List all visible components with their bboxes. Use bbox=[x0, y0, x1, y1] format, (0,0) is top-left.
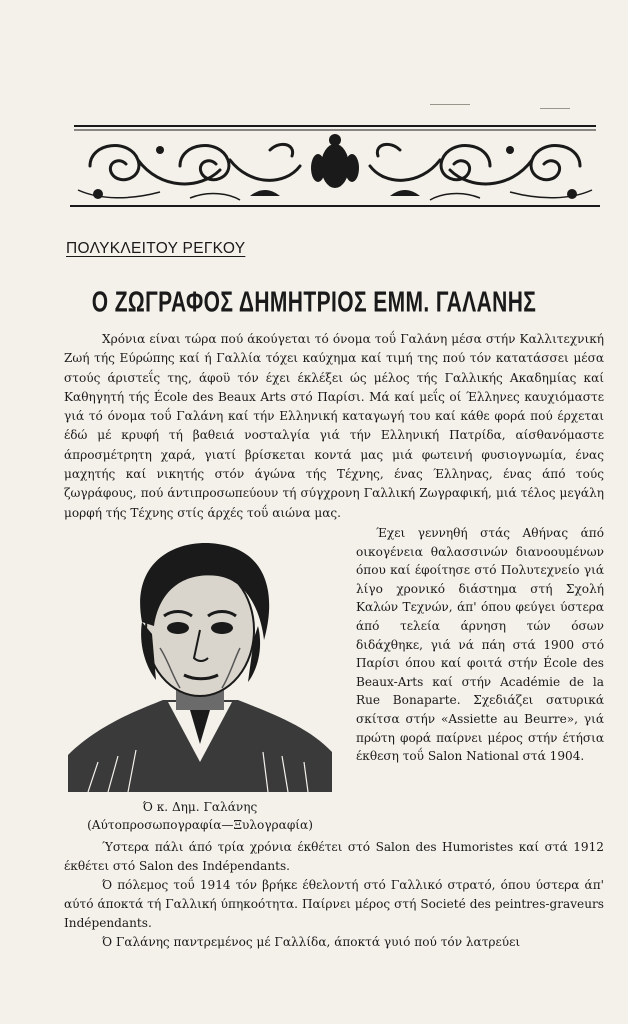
self-portrait-woodcut-image bbox=[68, 530, 332, 792]
portrait-caption bbox=[68, 798, 332, 834]
bottom-paragraph-2: Ό πόλεμος τοΰ 1914 τόν βρήκε έθελοντή στό Γαλλικό στρατό, όπου ύστερα άπ' αύτό άποκτά τή Γαλλική ύπηκοότητα. Παίρνει μέρος στή Societé des peintres-graveurs Indépendants. bbox=[64, 878, 604, 930]
decorative-scroll-ornament bbox=[70, 120, 600, 212]
intro-section bbox=[64, 330, 604, 523]
bottom-section bbox=[64, 838, 604, 952]
side-column bbox=[356, 524, 604, 766]
bottom-paragraph-3: Ό Γαλάνης παντρεμένος μέ Γαλλίδα, άποκτά γυιό πού τόν λατρεύει bbox=[102, 935, 521, 949]
bottom-paragraph-1: Ύστερα πάλι άπό τρία χρόνια έκθέτει στό Salon des Humoristes καί στά 1912 έκθέτει στό Salon des Indépendants. bbox=[64, 840, 604, 873]
paper-speck bbox=[540, 108, 570, 109]
intro-paragraph: Χρόνια είναι τώρα πού άκούγεται τό όνομα τοΰ Γαλάνη μέσα στήν Καλλιτεχνική Ζωή τής Εύρώπης καί ή Γαλλία τόχει καύχημα καί τιμή της πού τόν κατατάσσει μέσα στούς άριστεΐς της, άφοϋ τόν έχει έκλέξει ώς μέλος τής Γαλλικής Ακαδημίας καί Καθηγητή τής École des Beaux Arts στό Παρίσι. Μά καί μεΐς οί Έλληνες καυχιόμαστε γιά τό όνομα τοΰ Γαλάνη καί τήν Ελληνική καταγωγή του καί κάθε φορά πού έρχεται έδώ μέ κρυφή τή βαθειά νοσταλγία γιά τήν Ελληνική Πατρίδα, αίσθανόμαστε άπροσμέτρητη χαρά, γιατί βρίσκεται κοντά μας μιά φωτεινή φυσιογνωμία, ένας μαχητής καί νικητής στόν άγώνα τής Τέχνης, ένας Έλληνας, ένας άπό τούς ζωγράφους, πού άντιπροσωπεύουν τή σύγχρονη Γαλλική Ζωγραφική, μιά τέλος μεγάλη μορφή τής Τέχνης στίς άρχές τοΰ αιώνα μας. bbox=[64, 332, 604, 520]
paper-speck bbox=[430, 104, 470, 105]
article-title: Ο ΖΩΓΡΑΦΟΣ ΔΗΜΗΤΡΙΟΣ ΕΜΜ. ΓΑΛΑΝΗΣ bbox=[91, 287, 537, 319]
caption-description: (Αύτοπροσωπογραφία—Ξυλογραφία) bbox=[87, 818, 313, 832]
article-author: ΠΟΛΥΚΛΕΙΤΟΥ ΡΕΓΚΟΥ bbox=[66, 240, 246, 257]
side-paragraph: Έχει γεννηθή στάς Αθήνας άπό οικογένεια θαλασσινών διανοουμένων όπου καί έφοίτησε στό Πολυτεχνείο γιά λίγο χρονικό διάστημα στή Σχολή Καλών Τεχνών, άπ' όπου φεύγει ύστερα άπό τελεία άρνηση τών όσων διδάχθηκε, γιά νά πάη στά 1900 στό Παρίσι όπου καί φοιτά στήν École des Beaux-Arts καί στήν Académie de la Rue Bonaparte. Σχεδιάζει σατυρικά σκίτσα στήν «Assiette au Beurre», γιά πρώτη φορά παίρνει μέρος στήν έτήσια έκθεση τοΰ Salon National στά 1904. bbox=[356, 526, 604, 764]
caption-name: Ό κ. Δημ. Γαλάνης bbox=[142, 800, 258, 814]
